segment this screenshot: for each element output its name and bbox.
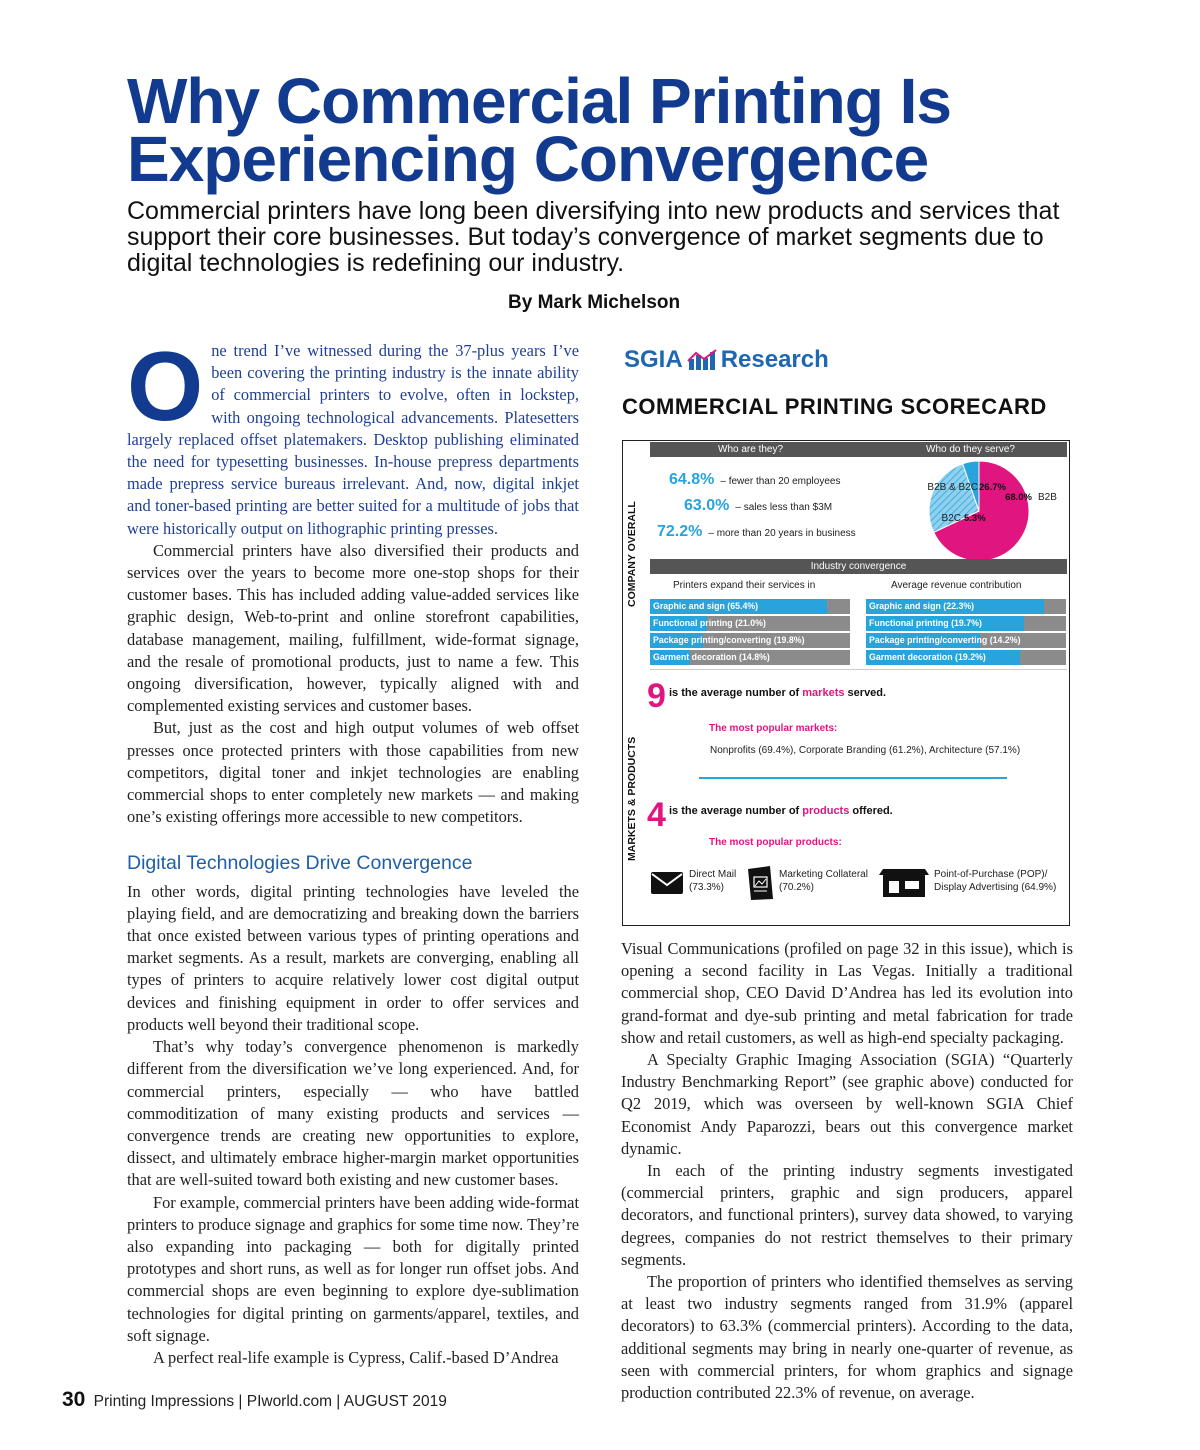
popular-products-heading: The most popular products: [709, 837, 842, 848]
pie-label-b2b-b2c: B2B & B2C [927, 482, 978, 493]
product-3-line1: Point-of-Purchase (POP)/ [934, 869, 1048, 880]
pie-label-b2c: B2C [941, 513, 961, 524]
title-line-1: Why Commercial Printing Is [127, 65, 951, 137]
revenue-bar [866, 616, 1066, 631]
stat-sales-label: – sales less than $3M [735, 502, 833, 513]
paragraph-2: Commercial printers have also diversified their products and services over the years to become more one-stop shops for their customer bases. This has included adding value-added services like graphic design, Web-to-print and online storefront capabilities, database management, mailing, fulfillment, wide-format signage, and the resale of promotional products, just to name a few. This ongoing diversification, however, typically aligned with and complemented existing services and customer bases. [127, 540, 579, 716]
footer-text: Printing Impressions | PIworld.com | AUGUST 2019 [93, 1393, 447, 1410]
stat-sales-value: 63.0% [684, 497, 730, 514]
title-line-2: Experiencing Convergence [127, 123, 929, 195]
right-paragraph-4: The proportion of printers who identified themselves as serving at least two industry segments ranged from 31.9% (apparel decorators) to 63.3% (commercial printers). According to the data, additional segments may bring in nearly one-quarter of revenue, as seen with commercial printers, for whom graphics and signage production contributed 22.3% of revenue, on average. [621, 1272, 1073, 1403]
pie-value-b2c: 5.3% [964, 513, 986, 524]
header-bar [650, 442, 1067, 457]
brochure-icon [746, 865, 776, 901]
paragraph-6: For example, commercial printers have been adding wide-format printers to produce signage and graphics for some time now. They’re also expanding into packaging — both for digitally printed prototypes and short runs, as well as for longer run offset jobs. And commercial shops are even beginning to explore dye-sublimation technologies for digital printing on garments/apparel, textiles, and soft signage. [127, 1192, 579, 1345]
product-1-line2: (73.3%) [689, 882, 725, 893]
page-number: 30 [62, 1388, 86, 1411]
stat-sales [684, 497, 832, 515]
stat-years-value: 72.2% [657, 523, 703, 540]
product-1-line1: Direct Mail [689, 869, 737, 880]
products-text-before: is the average number of [669, 805, 800, 817]
paragraph-3: But, just as the cost and high output volumes of web offset presses once protected printers with those capabilities from new competitors, digital toner and inkjet technologies are enabling commercial shops to enter completely new markets — and making one’s existing offerings more accessible to new competitors. [127, 718, 579, 827]
paragraph-4: In other words, digital printing technologies have leveled the playing field, and are democratizing and breaking down the barriers that once existed between various types of printing operations and market segments. As a result, markets are converging, enabling all types of printers to acquire relatively lower cost digital output devices and finishing equipment in order to offer services and products well beyond their traditional scope. [127, 881, 579, 1034]
markets-sentence [669, 687, 886, 699]
stat-employees [669, 471, 840, 489]
article-title [127, 65, 1127, 195]
page-footer [62, 1388, 447, 1412]
who-serve: Who do they serve? [926, 444, 1015, 455]
revenue-heading: Average revenue contribution [891, 580, 1022, 591]
right-paragraph-3: In each of the printing industry segments investigated (commercial printers, graphic and sign producers, apparel decorators, and functional printers), survey data showed, to varying degrees, companies do not restrict themselves to their primary segments. [621, 1161, 1073, 1269]
paragraph-5: That’s why today’s convergence phenomenon is markedly different from the diversification we’ve long experienced. And, for commercial printers, especially — who have battled commoditization of many existing products and services — convergence trends are creating new opportunities to explore, dissect, and ultimately embrace higher-margin market opportunities that are well-suited toward both existing and new customer bases. [127, 1037, 579, 1190]
expand-bar-label: Functional printing (21.0%) [653, 618, 766, 628]
expand-bar-label: Package printing/converting (19.8%) [653, 635, 805, 645]
sgia-research-logo [624, 346, 829, 374]
expand-heading: Printers expand their services in [673, 580, 816, 591]
logo-research: Research [720, 346, 829, 373]
product-pop-display [934, 868, 1056, 894]
products-text-after: offered. [852, 805, 893, 817]
revenue-bar-label: Garment decoration (19.2%) [869, 652, 986, 662]
right-column [621, 938, 1073, 1404]
lead-paragraph [127, 331, 579, 540]
revenue-bar [866, 633, 1066, 648]
product-direct-mail [689, 868, 736, 894]
revenue-bar-label: Graphic and sign (22.3%) [869, 601, 975, 611]
right-paragraph-2: A Specialty Graphic Imaging Association (SGIA) “Quarterly Industry Benchmarking Report” (see graphic above) conducted for Q2 2019, which was overseen by well-known SGIA Chief Economist Andy Paparozzi, bears out this convergence market dynamic. [621, 1050, 1073, 1158]
dropcap: O [127, 331, 204, 441]
popular-markets-list: Nonprofits (69.4%), Corporate Branding (61.2%), Architecture (57.1%) [710, 745, 1021, 756]
product-marketing-collateral [779, 868, 868, 894]
stat-employees-value: 64.8% [669, 471, 715, 488]
stat-employees-label: – fewer than 20 employees [720, 476, 841, 487]
revenue-bar [866, 650, 1066, 665]
label-markets-products: MARKETS & PRODUCTS [626, 736, 638, 861]
left-column [127, 331, 579, 1369]
paragraph-7: A perfect real-life example is Cypress, Calif.-based D’Andrea [153, 1347, 559, 1367]
logo-sgia: SGIA [624, 346, 683, 373]
expand-bar [650, 616, 850, 631]
pie-value-b2b-b2c: 26.7% [979, 482, 1006, 493]
expand-bar-label: Garment decoration (14.8%) [653, 652, 770, 662]
lead-text: ne trend I’ve witnessed during the 37-plus years I’ve been covering the printing industry is the innate ability of commercial printers to evolve, often in lockstep, with ongoing technological advancements. Platesetters largely replaced offset platemakers. Desktop publishing eliminated the need for typesetting businesses. In-house prepress departments made prepress service bureaus irrelevant. And, now, digital inkjet and toner-based printing are better suited for a multitude of jobs that were historically output on lithographic printing presses. [127, 341, 579, 538]
products-number: 4 [647, 796, 666, 834]
expand-bar [650, 599, 850, 614]
product-2-line1: Marketing Collateral [779, 869, 868, 880]
popular-markets-heading: The most popular markets: [709, 723, 838, 734]
divider [650, 669, 1067, 670]
pie-label-b2b: B2B [1038, 492, 1057, 503]
who-are-they: Who are they? [718, 444, 784, 455]
serve-pie-chart [879, 459, 1069, 564]
label-company-overall: COMPANY OVERALL [626, 501, 638, 607]
chart-logo-icon [687, 349, 717, 371]
storefront-icon [879, 869, 931, 899]
products-highlight: products [802, 805, 850, 817]
markets-highlight: markets [802, 687, 845, 699]
expand-bar [650, 633, 850, 648]
expand-bar [650, 650, 850, 665]
section-subhead: Digital Technologies Drive Convergence [127, 852, 473, 875]
expand-bar-label: Graphic and sign (65.4%) [653, 601, 759, 611]
product-3-line2: Display Advertising (64.9%) [934, 882, 1057, 893]
right-paragraph-1: Visual Communications (profiled on page 32 in this issue), which is opening a second facility in Las Vegas. Initially a traditional commercial shop, CEO David D’Andrea has led its evolution into grand-format and dye-sub printing and metal fabrication for trade show and retail customers, as well as high-end specialty packaging. [621, 939, 1073, 1047]
revenue-bar-label: Package printing/converting (14.2%) [869, 635, 1021, 645]
stat-years [657, 523, 856, 541]
stat-years-label: – more than 20 years in business [708, 528, 856, 539]
industry-convergence-bar: Industry convergence [650, 559, 1067, 574]
markets-text-after: served. [847, 687, 887, 699]
markets-number: 9 [647, 677, 666, 715]
pie-value-b2b: 68.0% [1005, 492, 1032, 503]
envelope-icon [650, 870, 684, 896]
scorecard-box [622, 440, 1070, 926]
revenue-bar-label: Functional printing (19.7%) [869, 618, 982, 628]
markets-text-before: is the average number of [669, 687, 800, 699]
article-dek: Commercial printers have long been diversifying into new products and services that support their core businesses. But today’s convergence of market segments due to digital technologies is redefining our industry. [127, 197, 1060, 277]
revenue-bar [866, 599, 1066, 614]
product-2-line2: (70.2%) [779, 882, 815, 893]
scorecard-title: COMMERCIAL PRINTING SCORECARD [622, 394, 1047, 419]
markets-rule [699, 777, 1007, 779]
products-sentence [669, 805, 893, 817]
byline: By Mark Michelson [508, 292, 681, 313]
